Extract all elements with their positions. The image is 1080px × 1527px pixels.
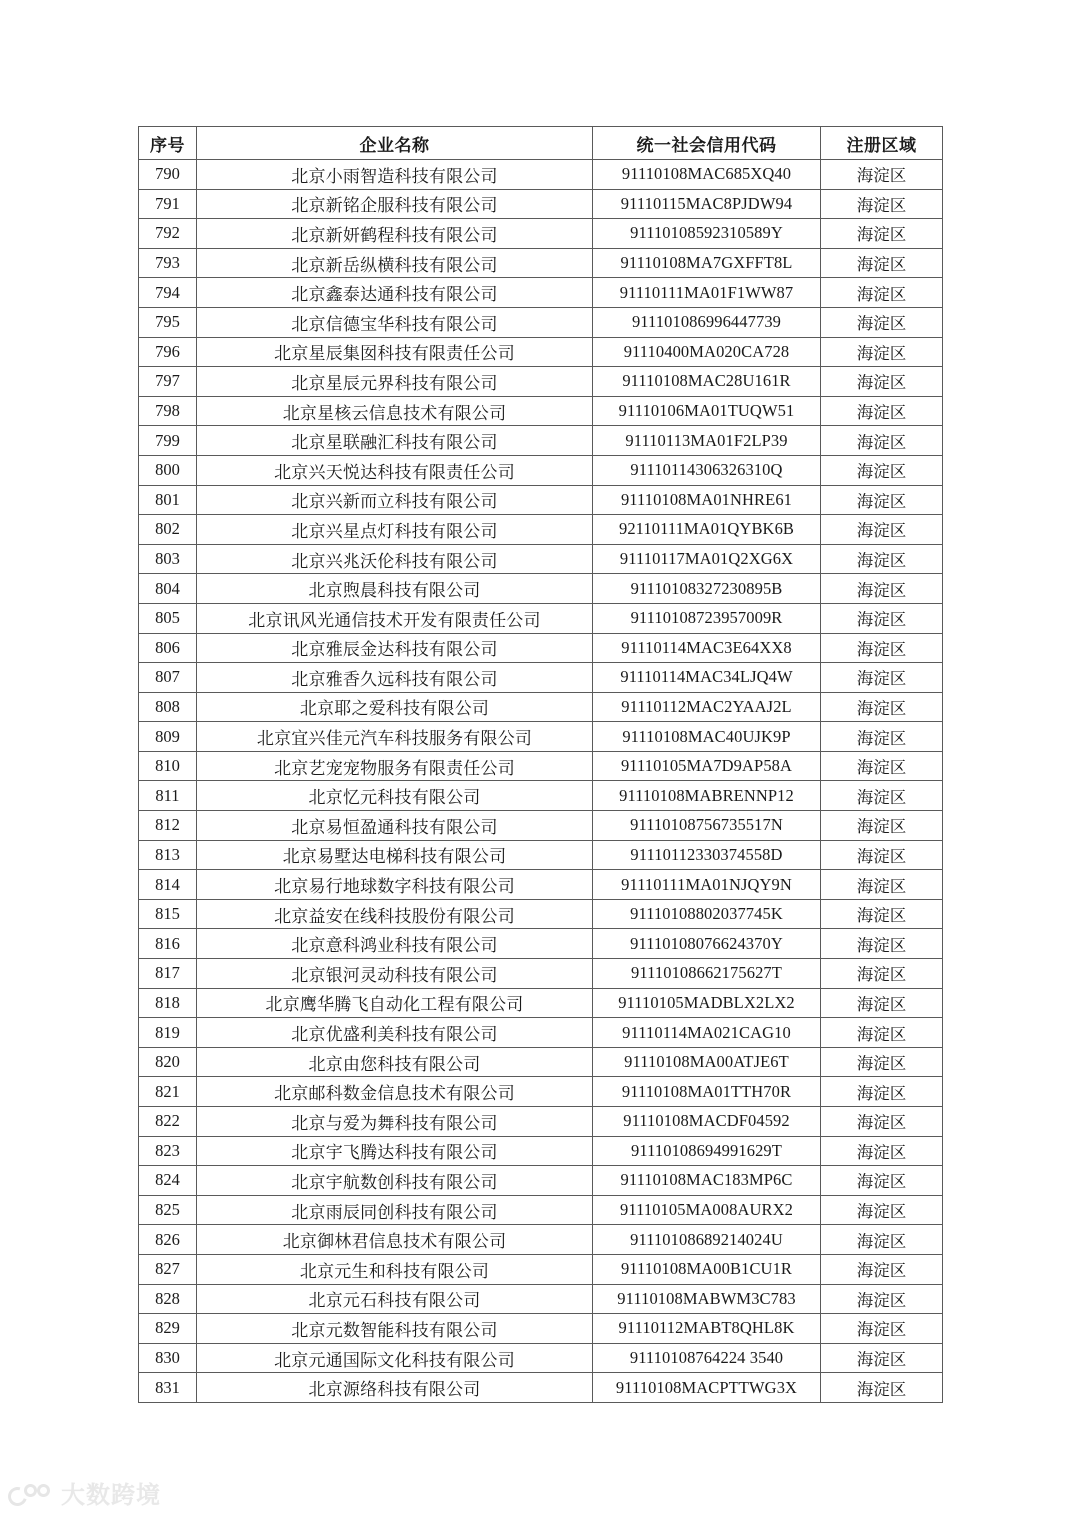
- table-row: [139, 485, 943, 515]
- cell-credit-code: 91110111MA01NJQY9N: [593, 870, 821, 900]
- cell-credit-code: 91110114MA021CAG10: [593, 1018, 821, 1048]
- enterprise-registry-table-wrapper: [138, 126, 942, 1403]
- cell-credit-code: 91110108MACPTTWG3X: [593, 1373, 821, 1403]
- cell-registered-area: 海淀区: [821, 692, 943, 722]
- cell-credit-code: 91110108MAC28U161R: [593, 367, 821, 397]
- cell-credit-code: 91110400MA020CA728: [593, 337, 821, 367]
- cell-enterprise-name: 北京星核云信息技术有限公司: [197, 396, 593, 426]
- table-row: [139, 1343, 943, 1373]
- cell-enterprise-name: 北京新妍鹤程科技有限公司: [197, 219, 593, 249]
- cell-credit-code: 91110115MAC8PJDW94: [593, 189, 821, 219]
- cell-enterprise-name: 北京源络科技有限公司: [197, 1373, 593, 1403]
- cell-index: 830: [139, 1343, 197, 1373]
- table-row: [139, 337, 943, 367]
- table-row: [139, 189, 943, 219]
- cell-registered-area: 海淀区: [821, 1284, 943, 1314]
- table-row: [139, 781, 943, 811]
- cell-index: 821: [139, 1077, 197, 1107]
- cell-index: 791: [139, 189, 197, 219]
- table-row: [139, 929, 943, 959]
- brand-logo-icon: [8, 1483, 54, 1509]
- cell-credit-code: 91110108MABRENNP12: [593, 781, 821, 811]
- table-row: [139, 278, 943, 308]
- cell-enterprise-name: 北京宜兴佳元汽车科技服务有限公司: [197, 722, 593, 752]
- cell-index: 797: [139, 367, 197, 397]
- cell-credit-code: 91110108MABWM3C783: [593, 1284, 821, 1314]
- table-row: [139, 692, 943, 722]
- cell-enterprise-name: 北京信德宝华科技有限公司: [197, 307, 593, 337]
- cell-credit-code: 91110108662175627T: [593, 959, 821, 989]
- table-row: [139, 1195, 943, 1225]
- column-header-index: 序号: [139, 127, 197, 160]
- cell-registered-area: 海淀区: [821, 574, 943, 604]
- cell-index: 803: [139, 544, 197, 574]
- cell-credit-code: 91110112MABT8QHL8K: [593, 1314, 821, 1344]
- cell-credit-code: 91110108592310589Y: [593, 219, 821, 249]
- table-row: [139, 307, 943, 337]
- table-row: [139, 1284, 943, 1314]
- cell-enterprise-name: 北京小雨智造科技有限公司: [197, 160, 593, 190]
- cell-registered-area: 海淀区: [821, 160, 943, 190]
- cell-registered-area: 海淀区: [821, 1225, 943, 1255]
- table-row: [139, 722, 943, 752]
- cell-registered-area: 海淀区: [821, 781, 943, 811]
- cell-credit-code: 91110112330374558D: [593, 840, 821, 870]
- table-row: [139, 367, 943, 397]
- table-row: [139, 633, 943, 663]
- table-row: [139, 574, 943, 604]
- cell-index: 812: [139, 811, 197, 841]
- cell-registered-area: 海淀区: [821, 1107, 943, 1137]
- cell-registered-area: 海淀区: [821, 870, 943, 900]
- cell-credit-code: 91110108MAC40UJK9P: [593, 722, 821, 752]
- table-row: [139, 1077, 943, 1107]
- cell-index: 823: [139, 1136, 197, 1166]
- cell-credit-code: 91110108MACDF04592: [593, 1107, 821, 1137]
- cell-credit-code: 91110108MA00ATJE6T: [593, 1047, 821, 1077]
- table-row: [139, 248, 943, 278]
- table-row: [139, 663, 943, 693]
- table-row: [139, 455, 943, 485]
- cell-index: 793: [139, 248, 197, 278]
- cell-enterprise-name: 北京星辰集囡科技有限责任公司: [197, 337, 593, 367]
- cell-credit-code: 91110105MA008AURX2: [593, 1195, 821, 1225]
- enterprise-registry-table: [138, 126, 943, 1403]
- cell-enterprise-name: 北京元数智能科技有限公司: [197, 1314, 593, 1344]
- cell-index: 790: [139, 160, 197, 190]
- cell-credit-code: 91110108694991629T: [593, 1136, 821, 1166]
- cell-index: 809: [139, 722, 197, 752]
- cell-credit-code: 91110105MADBLX2LX2: [593, 988, 821, 1018]
- cell-enterprise-name: 北京兴兆沃伦科技有限公司: [197, 544, 593, 574]
- cell-index: 822: [139, 1107, 197, 1137]
- cell-index: 813: [139, 840, 197, 870]
- cell-index: 819: [139, 1018, 197, 1048]
- table-row: [139, 1136, 943, 1166]
- cell-credit-code: 91110105MA7D9AP58A: [593, 751, 821, 781]
- cell-index: 828: [139, 1284, 197, 1314]
- table-row: [139, 603, 943, 633]
- table-body: [139, 160, 943, 1403]
- table-row: [139, 959, 943, 989]
- cell-registered-area: 海淀区: [821, 219, 943, 249]
- cell-registered-area: 海淀区: [821, 189, 943, 219]
- table-row: [139, 1225, 943, 1255]
- table-row: [139, 426, 943, 456]
- cell-enterprise-name: 北京忆元科技有限公司: [197, 781, 593, 811]
- cell-enterprise-name: 北京优盛利美科技有限公司: [197, 1018, 593, 1048]
- cell-credit-code: 91110108MAC685XQ40: [593, 160, 821, 190]
- cell-registered-area: 海淀区: [821, 663, 943, 693]
- cell-index: 815: [139, 899, 197, 929]
- cell-registered-area: 海淀区: [821, 307, 943, 337]
- table-row: [139, 219, 943, 249]
- table-row: [139, 1314, 943, 1344]
- cell-index: 796: [139, 337, 197, 367]
- table-header-row: [139, 127, 943, 160]
- cell-index: 826: [139, 1225, 197, 1255]
- cell-credit-code: 91110108689214024U: [593, 1225, 821, 1255]
- cell-registered-area: 海淀区: [821, 1077, 943, 1107]
- cell-index: 798: [139, 396, 197, 426]
- cell-enterprise-name: 北京新岳纵横科技有限公司: [197, 248, 593, 278]
- cell-index: 800: [139, 455, 197, 485]
- cell-registered-area: 海淀区: [821, 367, 943, 397]
- table-row: [139, 515, 943, 545]
- cell-enterprise-name: 北京元生和科技有限公司: [197, 1254, 593, 1284]
- cell-enterprise-name: 北京邮科数金信息技术有限公司: [197, 1077, 593, 1107]
- cell-registered-area: 海淀区: [821, 515, 943, 545]
- cell-index: 795: [139, 307, 197, 337]
- cell-credit-code: 91110108076624370Y: [593, 929, 821, 959]
- cell-credit-code: 91110108764224 3540: [593, 1343, 821, 1373]
- cell-enterprise-name: 北京雅辰金达科技有限公司: [197, 633, 593, 663]
- table-row: [139, 1373, 943, 1403]
- cell-enterprise-name: 北京元石科技有限公司: [197, 1284, 593, 1314]
- cell-credit-code: 91110108MAC183MP6C: [593, 1166, 821, 1196]
- cell-index: 829: [139, 1314, 197, 1344]
- cell-credit-code: 91110108MA01TTH70R: [593, 1077, 821, 1107]
- table-row: [139, 870, 943, 900]
- cell-index: 820: [139, 1047, 197, 1077]
- cell-registered-area: 海淀区: [821, 1136, 943, 1166]
- cell-registered-area: 海淀区: [821, 722, 943, 752]
- cell-enterprise-name: 北京兴星点灯科技有限公司: [197, 515, 593, 545]
- table-row: [139, 1107, 943, 1137]
- cell-registered-area: 海淀区: [821, 396, 943, 426]
- cell-credit-code: 91110113MA01F2LP39: [593, 426, 821, 456]
- cell-credit-code: 91110117MA01Q2XG6X: [593, 544, 821, 574]
- cell-enterprise-name: 北京与爱为舞科技有限公司: [197, 1107, 593, 1137]
- cell-enterprise-name: 北京益安在线科技股份有限公司: [197, 899, 593, 929]
- cell-registered-area: 海淀区: [821, 1018, 943, 1048]
- column-header-enterprise-name: 企业名称: [197, 127, 593, 160]
- cell-registered-area: 海淀区: [821, 455, 943, 485]
- cell-registered-area: 海淀区: [821, 1343, 943, 1373]
- cell-registered-area: 海淀区: [821, 1254, 943, 1284]
- cell-credit-code: 91110108MA00B1CU1R: [593, 1254, 821, 1284]
- column-header-registered-area: 注册区域: [821, 127, 943, 160]
- cell-enterprise-name: 北京易行地球数字科技有限公司: [197, 870, 593, 900]
- table-header: [139, 127, 943, 160]
- table-row: [139, 1254, 943, 1284]
- cell-index: 794: [139, 278, 197, 308]
- table-row: [139, 988, 943, 1018]
- table-row: [139, 1018, 943, 1048]
- watermark-label: 大数跨境: [61, 1482, 161, 1509]
- cell-registered-area: 海淀区: [821, 633, 943, 663]
- cell-registered-area: 海淀区: [821, 899, 943, 929]
- cell-index: 805: [139, 603, 197, 633]
- cell-credit-code: 91110108327230895B: [593, 574, 821, 604]
- cell-registered-area: 海淀区: [821, 1314, 943, 1344]
- cell-index: 807: [139, 663, 197, 693]
- cell-enterprise-name: 北京兴天悦达科技有限责任公司: [197, 455, 593, 485]
- cell-registered-area: 海淀区: [821, 1047, 943, 1077]
- cell-index: 816: [139, 929, 197, 959]
- cell-credit-code: 91110106MA01TUQW51: [593, 396, 821, 426]
- cell-credit-code: 911101086996447739: [593, 307, 821, 337]
- cell-credit-code: 91110112MAC2YAAJ2L: [593, 692, 821, 722]
- cell-enterprise-name: 北京耶之爱科技有限公司: [197, 692, 593, 722]
- cell-index: 817: [139, 959, 197, 989]
- cell-enterprise-name: 北京宇飞腾达科技有限公司: [197, 1136, 593, 1166]
- table-row: [139, 751, 943, 781]
- cell-index: 831: [139, 1373, 197, 1403]
- table-row: [139, 811, 943, 841]
- table-row: [139, 840, 943, 870]
- cell-registered-area: 海淀区: [821, 751, 943, 781]
- cell-enterprise-name: 北京元通国际文化科技有限公司: [197, 1343, 593, 1373]
- cell-index: 792: [139, 219, 197, 249]
- cell-index: 804: [139, 574, 197, 604]
- cell-index: 818: [139, 988, 197, 1018]
- cell-registered-area: 海淀区: [821, 1166, 943, 1196]
- watermark: [8, 1483, 161, 1509]
- cell-registered-area: 海淀区: [821, 811, 943, 841]
- cell-registered-area: 海淀区: [821, 544, 943, 574]
- cell-index: 827: [139, 1254, 197, 1284]
- cell-credit-code: 92110111MA01QYBK6B: [593, 515, 821, 545]
- cell-enterprise-name: 北京新铭企服科技有限公司: [197, 189, 593, 219]
- table-row: [139, 160, 943, 190]
- cell-credit-code: 91110108756735517N: [593, 811, 821, 841]
- cell-registered-area: 海淀区: [821, 1373, 943, 1403]
- cell-index: 811: [139, 781, 197, 811]
- cell-index: 802: [139, 515, 197, 545]
- cell-enterprise-name: 北京鹰华腾飞自动化工程有限公司: [197, 988, 593, 1018]
- cell-registered-area: 海淀区: [821, 278, 943, 308]
- cell-index: 806: [139, 633, 197, 663]
- cell-registered-area: 海淀区: [821, 337, 943, 367]
- cell-enterprise-name: 北京雨辰同创科技有限公司: [197, 1195, 593, 1225]
- cell-enterprise-name: 北京意科鸿业科技有限公司: [197, 929, 593, 959]
- cell-enterprise-name: 北京兴新而立科技有限公司: [197, 485, 593, 515]
- table-row: [139, 396, 943, 426]
- cell-credit-code: 91110114MAC34LJQ4W: [593, 663, 821, 693]
- cell-enterprise-name: 北京艺宠宠物服务有限责任公司: [197, 751, 593, 781]
- cell-registered-area: 海淀区: [821, 959, 943, 989]
- cell-registered-area: 海淀区: [821, 840, 943, 870]
- cell-registered-area: 海淀区: [821, 426, 943, 456]
- cell-index: 814: [139, 870, 197, 900]
- cell-enterprise-name: 北京鑫泰达通科技有限公司: [197, 278, 593, 308]
- cell-credit-code: 91110108802037745K: [593, 899, 821, 929]
- cell-registered-area: 海淀区: [821, 485, 943, 515]
- cell-index: 808: [139, 692, 197, 722]
- cell-credit-code: 91110114306326310Q: [593, 455, 821, 485]
- cell-enterprise-name: 北京银河灵动科技有限公司: [197, 959, 593, 989]
- cell-credit-code: 91110111MA01F1WW87: [593, 278, 821, 308]
- cell-registered-area: 海淀区: [821, 603, 943, 633]
- cell-credit-code: 91110108MA01NHRE61: [593, 485, 821, 515]
- cell-credit-code: 91110108723957009R: [593, 603, 821, 633]
- cell-index: 801: [139, 485, 197, 515]
- cell-enterprise-name: 北京由您科技有限公司: [197, 1047, 593, 1077]
- cell-enterprise-name: 北京御林君信息技术有限公司: [197, 1225, 593, 1255]
- column-header-credit-code: 统一社会信用代码: [593, 127, 821, 160]
- cell-enterprise-name: 北京雅香久远科技有限公司: [197, 663, 593, 693]
- cell-enterprise-name: 北京宇航数创科技有限公司: [197, 1166, 593, 1196]
- table-row: [139, 899, 943, 929]
- cell-index: 825: [139, 1195, 197, 1225]
- cell-registered-area: 海淀区: [821, 929, 943, 959]
- cell-index: 799: [139, 426, 197, 456]
- cell-credit-code: 91110108MA7GXFFT8L: [593, 248, 821, 278]
- cell-enterprise-name: 北京易恒盈通科技有限公司: [197, 811, 593, 841]
- cell-enterprise-name: 北京星辰元界科技有限公司: [197, 367, 593, 397]
- cell-registered-area: 海淀区: [821, 248, 943, 278]
- cell-credit-code: 91110114MAC3E64XX8: [593, 633, 821, 663]
- cell-enterprise-name: 北京煦晨科技有限公司: [197, 574, 593, 604]
- cell-enterprise-name: 北京星联融汇科技有限公司: [197, 426, 593, 456]
- cell-registered-area: 海淀区: [821, 988, 943, 1018]
- cell-registered-area: 海淀区: [821, 1195, 943, 1225]
- table-row: [139, 544, 943, 574]
- table-row: [139, 1166, 943, 1196]
- cell-enterprise-name: 北京易墅达电梯科技有限公司: [197, 840, 593, 870]
- table-row: [139, 1047, 943, 1077]
- cell-enterprise-name: 北京讯风光通信技术开发有限责任公司: [197, 603, 593, 633]
- cell-index: 824: [139, 1166, 197, 1196]
- cell-index: 810: [139, 751, 197, 781]
